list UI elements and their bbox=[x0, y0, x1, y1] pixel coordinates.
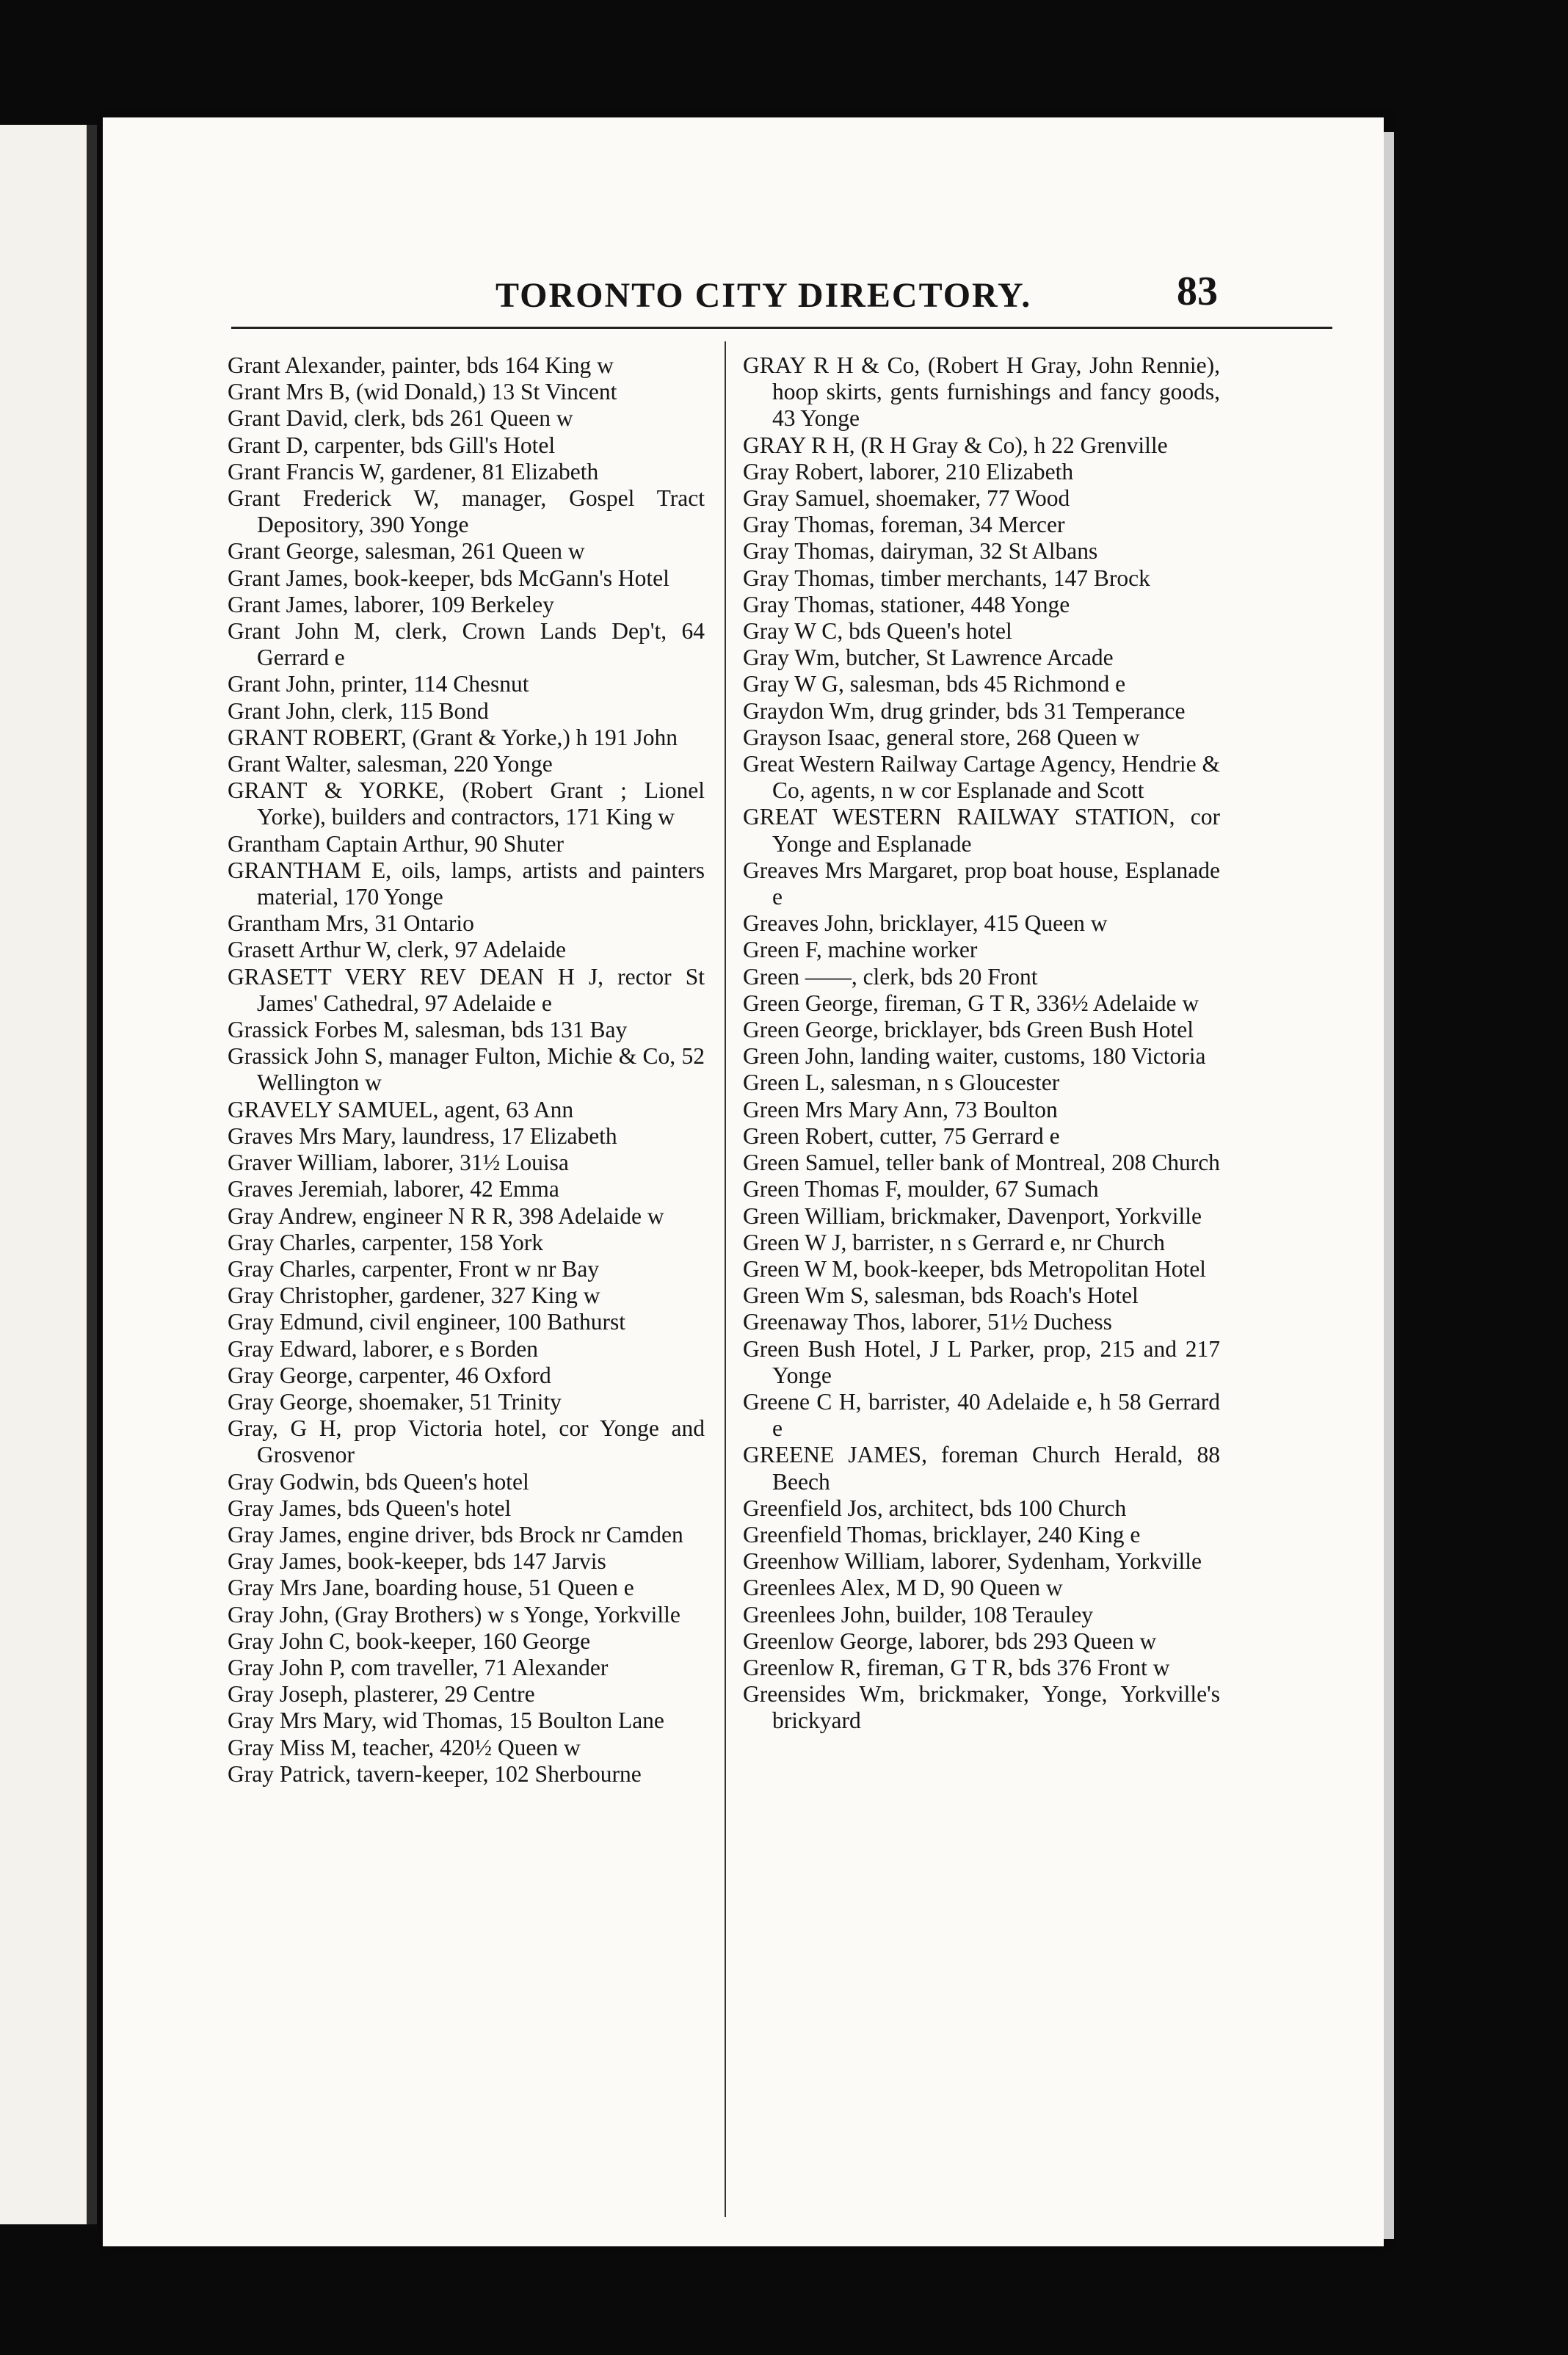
directory-entry: Gray Thomas, dairyman, 32 St Albans bbox=[743, 538, 1098, 565]
directory-entry: Greenlees Alex, M D, 90 Queen w bbox=[743, 1575, 1063, 1601]
directory-entry: Greenfield Thomas, bricklayer, 240 King e bbox=[743, 1521, 1141, 1547]
directory-entry: Greenlow George, laborer, bds 293 Queen w bbox=[743, 1628, 1157, 1654]
directory-entry: Gray Mrs Jane, boarding house, 51 Queen e bbox=[228, 1575, 634, 1601]
directory-entry: Grant James, book-keeper, bds McGann's Hotel bbox=[228, 565, 669, 591]
directory-entry: Gray John P, com traveller, 71 Alexander bbox=[228, 1654, 609, 1680]
directory-entry: GREENE JAMES, foreman Church Herald, 88 Beech bbox=[743, 1442, 1220, 1495]
directory-entry: Graves Mrs Mary, laundress, 17 Elizabeth bbox=[228, 1122, 617, 1149]
directory-entry: Grant Alexander, painter, bds 164 King w bbox=[228, 352, 614, 378]
adjacent-page-edge bbox=[0, 125, 88, 2224]
directory-entry: Grayson Isaac, general store, 268 Queen w bbox=[743, 724, 1140, 750]
directory-entry: Green George, bricklayer, bds Green Bush Hotel bbox=[743, 1017, 1194, 1043]
directory-entry: Greenlow R, fireman, G T R, bds 376 Front w bbox=[743, 1654, 1170, 1680]
directory-entry: Green Bush Hotel, J L Parker, prop, 215 and 217 Yonge bbox=[743, 1335, 1220, 1388]
directory-entry: Gray Godwin, bds Queen's hotel bbox=[228, 1468, 529, 1495]
directory-entry: Grant George, salesman, 261 Queen w bbox=[228, 538, 585, 565]
directory-entry: Green F, machine worker bbox=[743, 937, 978, 963]
directory-entry: Green L, salesman, n s Gloucester bbox=[743, 1070, 1060, 1096]
directory-entry: Gray Andrew, engineer N R R, 398 Adelaide w bbox=[228, 1202, 664, 1229]
directory-entry: Green John, landing waiter, customs, 180 Victoria bbox=[743, 1043, 1206, 1070]
directory-entry: GRANT & YORKE, (Robert Grant ; Lionel Yorke), builders and contractors, 171 King w bbox=[228, 777, 705, 830]
directory-entry: Gray Charles, carpenter, 158 York bbox=[228, 1229, 544, 1255]
column-divider bbox=[725, 341, 726, 2217]
directory-entry: Grant D, carpenter, bds Gill's Hotel bbox=[228, 432, 556, 458]
directory-entry: Grassick Forbes M, salesman, bds 131 Bay bbox=[228, 1017, 628, 1043]
directory-entry: Gray Edward, laborer, e s Borden bbox=[228, 1335, 538, 1362]
directory-entry: Gray Patrick, tavern-keeper, 102 Sherbourne bbox=[228, 1760, 642, 1787]
directory-entry: Green ——, clerk, bds 20 Front bbox=[743, 963, 1038, 990]
directory-entry: Gray Mrs Mary, wid Thomas, 15 Boulton Lane bbox=[228, 1708, 664, 1734]
running-title: TORONTO CITY DIRECTORY. bbox=[496, 276, 1032, 315]
header-rule bbox=[231, 327, 1332, 329]
directory-entry: Green Robert, cutter, 75 Gerrard e bbox=[743, 1122, 1060, 1149]
directory-entry: Gray W C, bds Queen's hotel bbox=[743, 618, 1012, 645]
directory-entry: GRANTHAM E, oils, lamps, artists and painters material, 170 Yonge bbox=[228, 857, 705, 910]
directory-entry: Gray Joseph, plasterer, 29 Centre bbox=[228, 1681, 535, 1708]
directory-entry: Gray John, (Gray Brothers) w s Yonge, Yorkville bbox=[228, 1601, 680, 1628]
directory-entry: Green William, brickmaker, Davenport, Yorkville bbox=[743, 1202, 1202, 1229]
directory-entry: Grant Francis W, gardener, 81 Elizabeth bbox=[228, 458, 599, 485]
directory-entry: GRANT ROBERT, (Grant & Yorke,) h 191 John bbox=[228, 724, 678, 750]
directory-entry: Gray W G, salesman, bds 45 Richmond e bbox=[743, 671, 1126, 697]
directory-entry: Grant Mrs B, (wid Donald,) 13 St Vincent bbox=[228, 379, 617, 405]
directory-entry: Green Thomas F, moulder, 67 Sumach bbox=[743, 1176, 1099, 1202]
directory-entry: Gray Thomas, foreman, 34 Mercer bbox=[743, 512, 1065, 538]
directory-entry: Gray George, carpenter, 46 Oxford bbox=[228, 1362, 551, 1388]
directory-entry: Grassick John S, manager Fulton, Michie & Co, 52 Wellington w bbox=[228, 1043, 705, 1096]
directory-entry: Gray John C, book-keeper, 160 George bbox=[228, 1628, 591, 1654]
directory-entry: Greenfield Jos, architect, bds 100 Church bbox=[743, 1495, 1127, 1521]
directory-entry: Greenhow William, laborer, Sydenham, Yorkville bbox=[743, 1548, 1202, 1575]
directory-entry: Gray Miss M, teacher, 420½ Queen w bbox=[228, 1734, 581, 1760]
directory-entry: GRAY R H, (R H Gray & Co), h 22 Grenville bbox=[743, 432, 1168, 458]
directory-entry: Greenlees John, builder, 108 Terauley bbox=[743, 1601, 1094, 1628]
directory-entry: Grant John M, clerk, Crown Lands Dep't, 64 Gerrard e bbox=[228, 618, 705, 671]
directory-entry: Gray Robert, laborer, 210 Elizabeth bbox=[743, 458, 1074, 485]
right-column bbox=[743, 352, 1220, 1735]
directory-entry: GRASETT VERY REV DEAN H J, rector St James' Cathedral, 97 Adelaide e bbox=[228, 963, 705, 1016]
directory-entry: Green Mrs Mary Ann, 73 Boulton bbox=[743, 1096, 1058, 1122]
directory-entry: Gray Charles, carpenter, Front w nr Bay bbox=[228, 1255, 600, 1282]
directory-entry: Gray James, bds Queen's hotel bbox=[228, 1495, 512, 1521]
directory-entry: Gray Thomas, stationer, 448 Yonge bbox=[743, 591, 1070, 617]
directory-entry: Green W J, barrister, n s Gerrard e, nr Church bbox=[743, 1229, 1165, 1255]
directory-entry: Gray Wm, butcher, St Lawrence Arcade bbox=[743, 645, 1114, 671]
directory-entry: Gray, G H, prop Victoria hotel, cor Yonge and Grosvenor bbox=[228, 1415, 705, 1468]
directory-entry: Greene C H, barrister, 40 Adelaide e, h 58 Gerrard e bbox=[743, 1388, 1220, 1442]
directory-entry: Grant John, printer, 114 Chesnut bbox=[228, 671, 529, 697]
directory-entry: Grasett Arthur W, clerk, 97 Adelaide bbox=[228, 937, 567, 963]
directory-entry: Gray Edmund, civil engineer, 100 Bathurst bbox=[228, 1309, 625, 1335]
directory-entry: Greenaway Thos, laborer, 51½ Duchess bbox=[743, 1309, 1112, 1335]
directory-entry: GRAVELY SAMUEL, agent, 63 Ann bbox=[228, 1096, 574, 1122]
directory-entry: Green Wm S, salesman, bds Roach's Hotel bbox=[743, 1282, 1139, 1309]
directory-entry: GREAT WESTERN RAILWAY STATION, cor Yonge and Esplanade bbox=[743, 804, 1220, 857]
directory-entry: Gray Thomas, timber merchants, 147 Brock bbox=[743, 565, 1150, 591]
directory-entry: Graydon Wm, drug grinder, bds 31 Temperance bbox=[743, 697, 1186, 724]
page-stack-edge bbox=[1384, 132, 1394, 2239]
directory-entry: Graves Jeremiah, laborer, 42 Emma bbox=[228, 1176, 559, 1202]
directory-entry: Grantham Captain Arthur, 90 Shuter bbox=[228, 830, 565, 857]
directory-entry: Grant Frederick W, manager, Gospel Tract Depository, 390 Yonge bbox=[228, 485, 705, 538]
left-column bbox=[228, 352, 705, 1788]
directory-entry: Grant David, clerk, bds 261 Queen w bbox=[228, 405, 573, 432]
directory-entry: Graver William, laborer, 31½ Louisa bbox=[228, 1150, 569, 1176]
directory-entry: Grant Walter, salesman, 220 Yonge bbox=[228, 751, 553, 777]
directory-entry: Grant James, laborer, 109 Berkeley bbox=[228, 591, 554, 617]
directory-entry: Gray George, shoemaker, 51 Trinity bbox=[228, 1388, 562, 1415]
directory-entry: Greensides Wm, brickmaker, Yonge, Yorkville's brickyard bbox=[743, 1681, 1220, 1734]
directory-entry: Green George, fireman, G T R, 336½ Adelaide w bbox=[743, 990, 1199, 1016]
directory-page bbox=[103, 117, 1384, 2246]
directory-entry: Grantham Mrs, 31 Ontario bbox=[228, 910, 474, 937]
directory-entry: GRAY R H & Co, (Robert H Gray, John Rennie), hoop skirts, gents furnishings and fancy goods, 43 Yonge bbox=[743, 352, 1220, 432]
directory-entry: Grant John, clerk, 115 Bond bbox=[228, 697, 489, 724]
directory-entry: Greaves Mrs Margaret, prop boat house, Esplanade e bbox=[743, 857, 1220, 910]
directory-entry: Green W M, book-keeper, bds Metropolitan Hotel bbox=[743, 1255, 1206, 1282]
directory-entry: Gray James, book-keeper, bds 147 Jarvis bbox=[228, 1548, 606, 1575]
directory-entry: Green Samuel, teller bank of Montreal, 208 Church bbox=[743, 1150, 1220, 1176]
directory-entry: Gray Samuel, shoemaker, 77 Wood bbox=[743, 485, 1070, 512]
binding-shadow bbox=[87, 125, 97, 2224]
directory-entry: Great Western Railway Cartage Agency, Hendrie & Co, agents, n w cor Esplanade and Scott bbox=[743, 751, 1220, 804]
directory-entry: Greaves John, bricklayer, 415 Queen w bbox=[743, 910, 1108, 937]
directory-entry: Gray Christopher, gardener, 327 King w bbox=[228, 1282, 600, 1309]
directory-entry: Gray James, engine driver, bds Brock nr Camden bbox=[228, 1521, 683, 1547]
page-number: 83 bbox=[1177, 269, 1218, 314]
